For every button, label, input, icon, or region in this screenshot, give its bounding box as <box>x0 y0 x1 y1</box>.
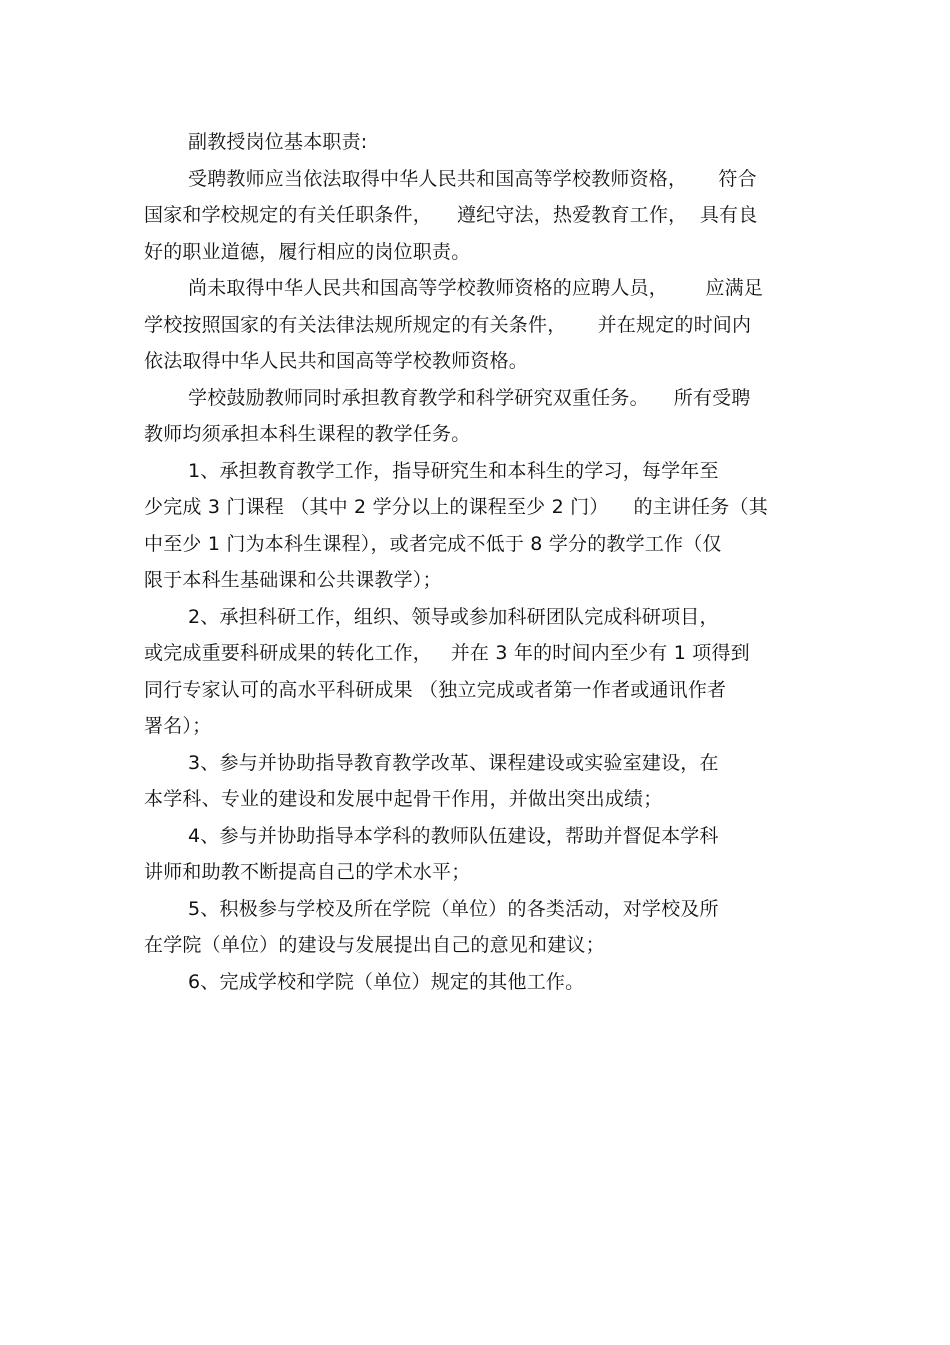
text-line: 6、完成学校和学院（单位）规定的其他工作。 <box>188 970 585 993</box>
text-line: 1、承担教育教学工作，指导研究生和本科生的学习，每学年至 <box>188 459 719 482</box>
text-line: 同行专家认可的高水平科研成果 （独立完成或者第一作者或通讯作者 <box>144 678 727 701</box>
paragraph-unqualified-applicants <box>144 270 804 380</box>
text-line: 2、承担科研工作，组织、领导或参加科研团队完成科研项目， <box>188 605 719 628</box>
text-line: 少完成 3 门课程 （其中 2 学分以上的课程至少 2 门） 的主讲任务（其 <box>144 496 768 518</box>
text-line: 本学科、专业的建设和发展中起骨干作用，并做出突出成绩； <box>144 788 663 810</box>
duty-item-6 <box>144 964 804 1001</box>
paragraph-qualification <box>144 161 804 271</box>
text-line: 或完成重要科研成果的转化工作， 并在 3 年的时间内至少有 1 项得到 <box>144 642 750 664</box>
text-line: 3、参与并协助指导教育教学改革、课程建设或实验室建设，在 <box>188 751 719 774</box>
text-line: 尚未取得中华人民共和国高等学校教师资格的应聘人员， 应满足 <box>188 277 764 299</box>
text-line: 署名）； <box>144 715 212 737</box>
duty-item-5 <box>144 891 804 964</box>
paragraph-dual-tasks <box>144 380 804 453</box>
text-line: 好的职业道德，履行相应的岗位职责。 <box>144 240 471 263</box>
text-line: 限于本科生基础课和公共课教学）； <box>144 569 442 591</box>
duty-item-4 <box>144 818 804 891</box>
document-body <box>144 124 804 1000</box>
duty-item-2 <box>144 599 804 745</box>
text-line: 4、参与并协助指导本学科的教师队伍建设，帮助并督促本学科 <box>188 824 719 847</box>
text-line: 学校按照国家的有关法律法规所规定的有关条件， 并在规定的时间内 <box>144 313 752 336</box>
title-line: 副教授岗位基本职责: <box>188 131 368 153</box>
text-line: 依法取得中华人民共和国高等学校教师资格。 <box>144 350 529 372</box>
duty-item-1 <box>144 453 804 599</box>
text-line: 中至少 1 门为本科生课程），或者完成不低于 8 学分的教学工作（仅 <box>144 532 722 555</box>
text-line: 受聘教师应当依法取得中华人民共和国高等学校教师资格， 符合 <box>188 167 757 190</box>
duty-item-3 <box>144 745 804 818</box>
text-line: 国家和学校规定的有关任职条件， 遵纪守法，热爱教育工作， 具有良 <box>144 204 758 226</box>
text-line: 讲师和助教不断提高自己的学术水平； <box>144 861 471 883</box>
text-line: 在学院（单位）的建设与发展提出自己的意见和建议； <box>144 934 605 956</box>
document-title <box>144 124 804 161</box>
text-line: 教师均须承担本科生课程的教学任务。 <box>144 423 471 445</box>
text-line: 5、积极参与学校及所在学院（单位）的各类活动，对学校及所 <box>188 897 719 920</box>
text-line: 学校鼓励教师同时承担教育教学和科学研究双重任务。 所有受聘 <box>188 386 751 409</box>
